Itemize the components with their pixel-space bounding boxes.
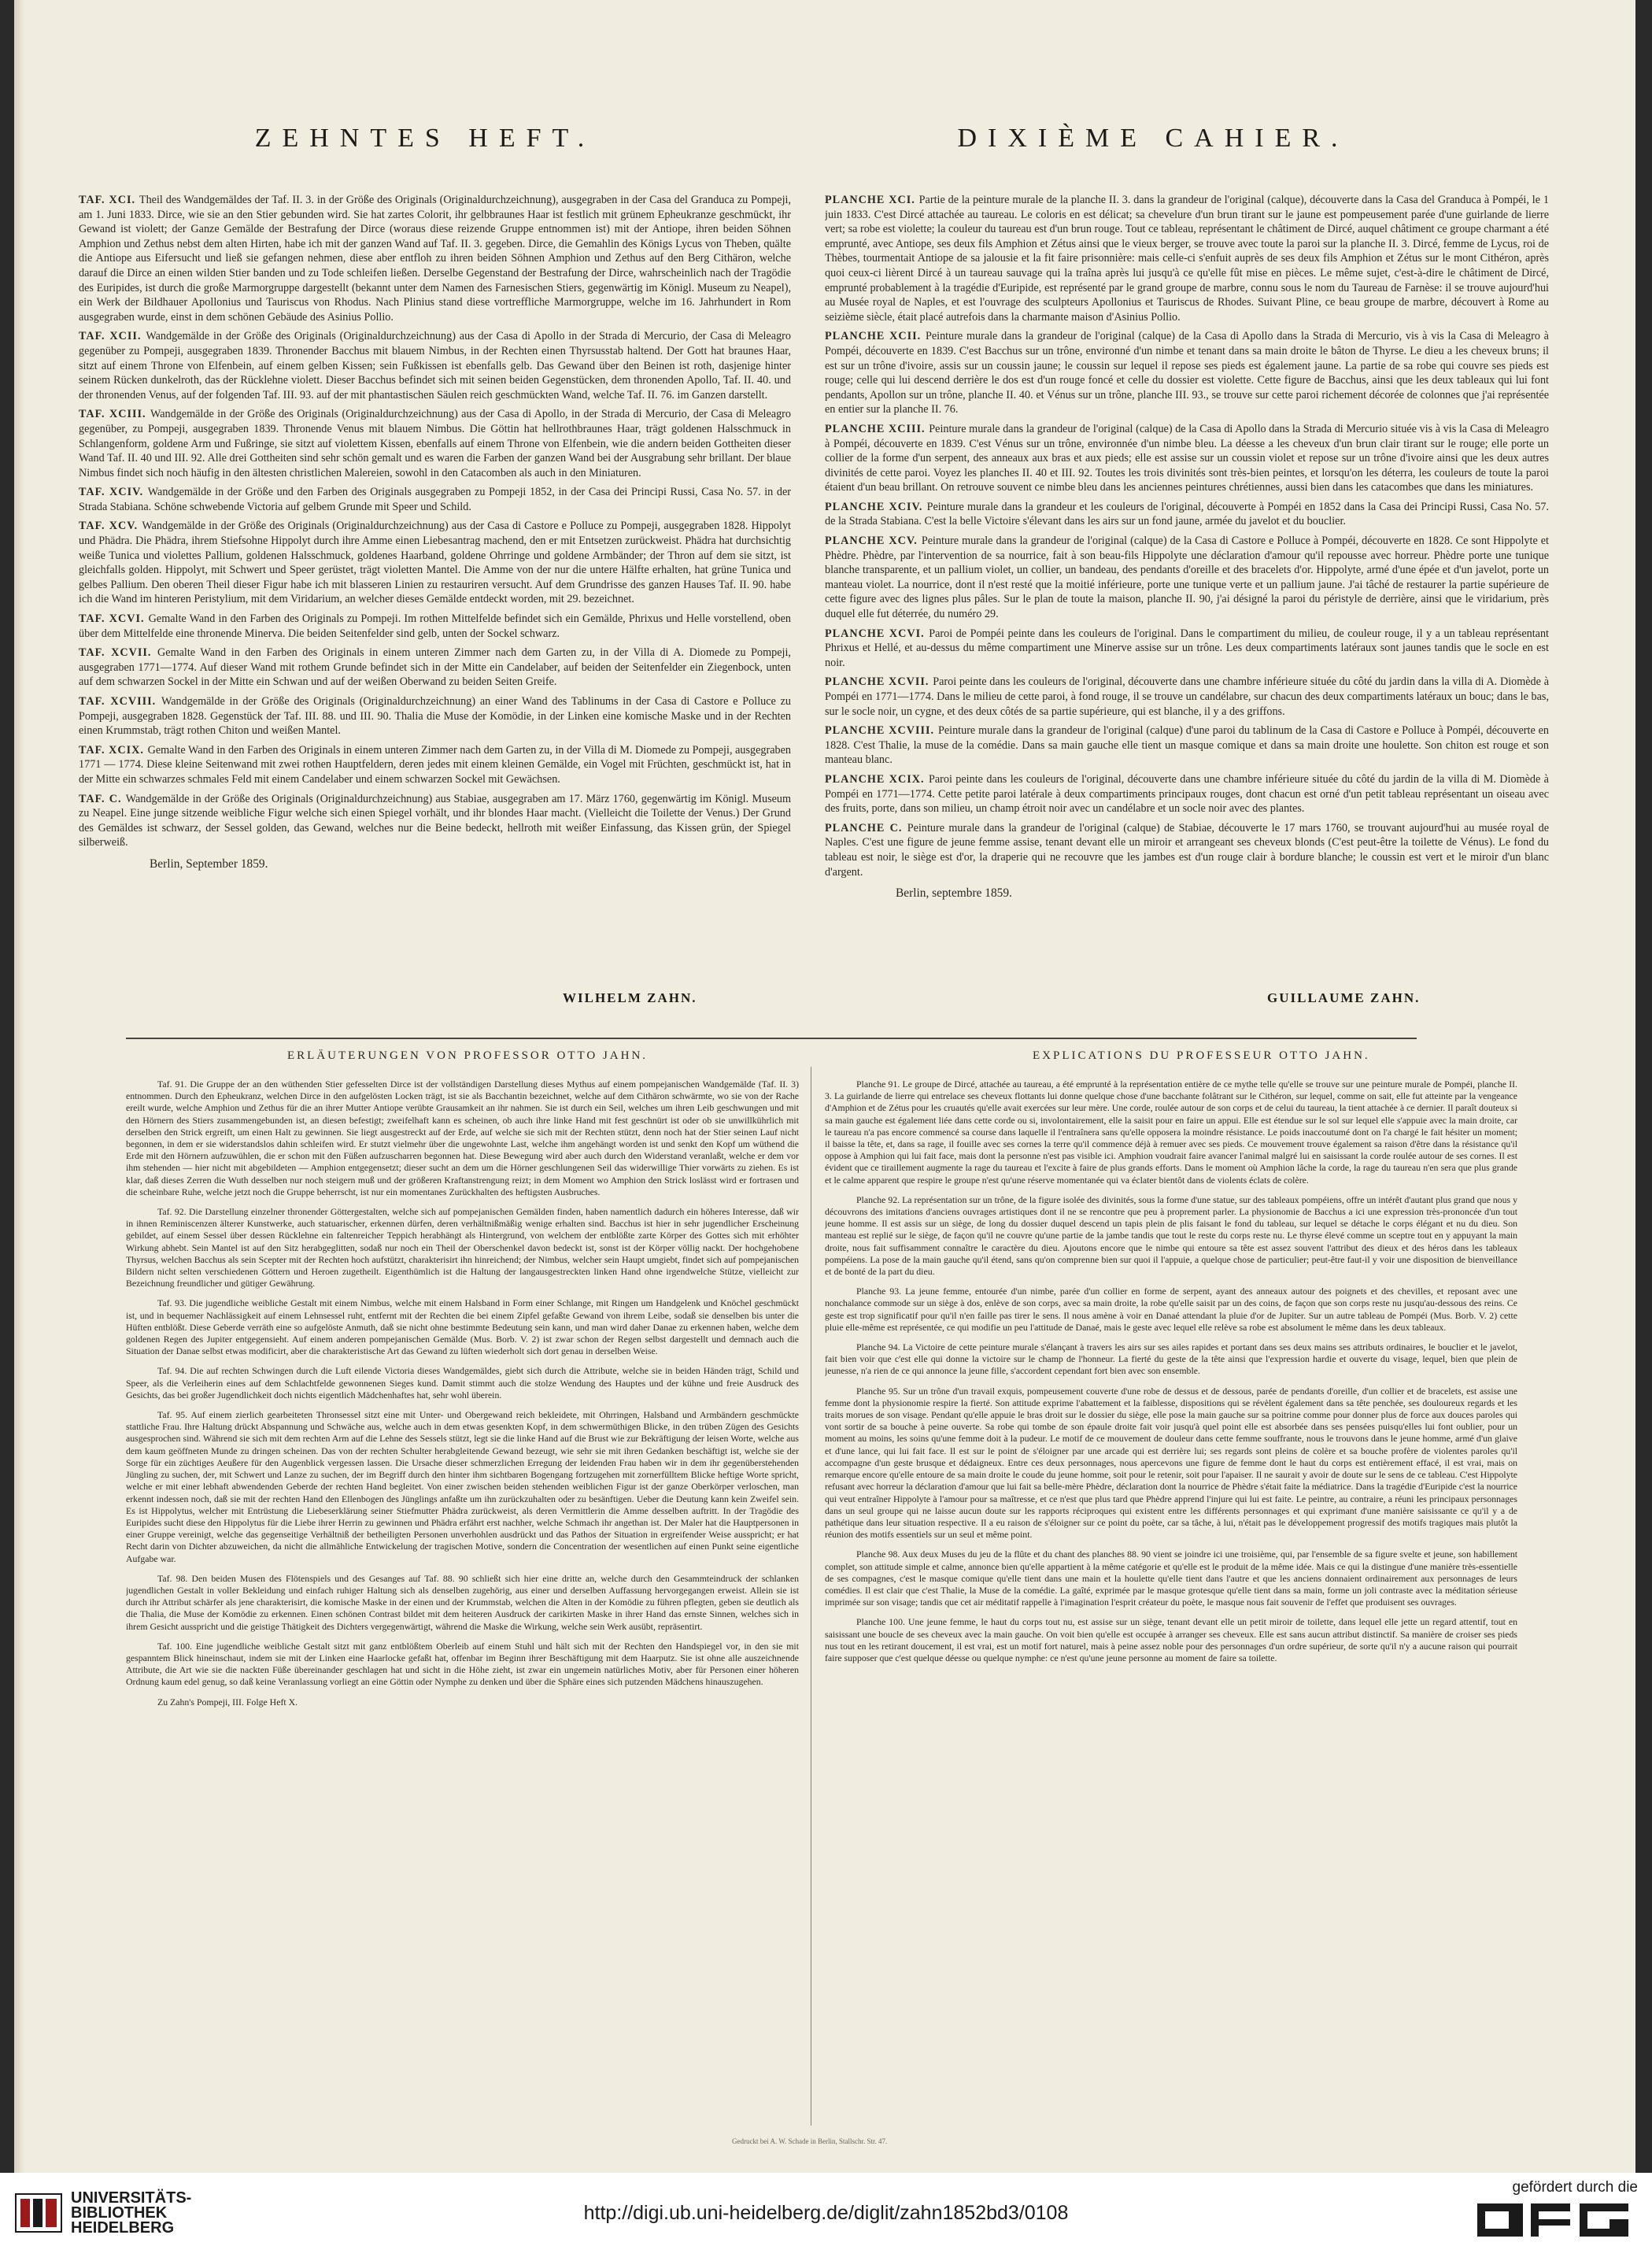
lower_left-paragraph: Taf. 91. Die Gruppe der an den wüthenden Stier gefesselten Dirce ist der vollständigen Darstellung dieses Mythus auf einem pompejanischen Wandgemälde (Taf. II. 3) entnommen. Durch den Epheukranz, welchen Dirce in den aufgelösten Locken trägt, ist sie als Bacchantin bezeichnet, welche auf dem Cithäron schwärmte, wo sie von der Rache ereilt wurde, welche Amphion und Zethus für die an ihrer Mutter Antiope verübte Grausamkeit an ihr nahmen. Sie ist durch ein Seil, welches um ihren Leib geschwungen und mit den Hörnern des Stiers zusammengebunden ist, an diesen befestigt; zweifelhaft kann es scheinen, ob auch ihre linke Hand mit fest geschnürt ist oder ob sie unwillkührlich mit derselben den Strick ergreift, um einen Halt zu gewinnen. Sie liegt ausgestreckt auf der Erde, auf welche sie sich mit der Rechten stützt, denn noch hat der Stier seinen Lauf nicht begonnen, in dem er sie widerstandslos dahin schleifen wird. Er stutzt vielmehr über die ungewohnte Last, welche ihm angehängt worden ist und senkt den Kopf um wüthend die Erde mit den Hörnern aufzuwühlen, die er schon mit den Füßen aufzuscharren begonnen hat. Diese Bewegung wird aber auch durch den Widerstand veranlaßt, welche er dem vor ihm stehenden — hier nicht mit abgebildeten — Amphion entgegensetzt; dieser sucht an dem um die Hörner geschlungenen Seil das widerwillige Thier vorwärts zu ziehen. Es ist klar, daß dieses Zerren die Wuth desselben nur noch steigern muß und der größeren Kraftanstrengung reizt; in dem Moment wo Amphion den Strick loslässt wird er fortrasen und die scheinbare Ruhe, welche jetzt noch die Gruppe beherrscht, ist nur ein momentanes Zurückhalten des heftigsten Ausbruches.	[126, 1079, 799, 1197]
lower_right-paragraph: Planche 95. Sur un trône d'un travail exquis, pompeusement couverte d'une robe de dessus et de dessous, parée de pendants d'oreille, d'un collier et de bracelets, est assise une femme dont la physionomie respire la fierté. Son attitude exprime l'abattement et la faiblesse, dispositions qui se révèlent également dans sa tête penchée, ses douloureux regards et les traits morues de son visage. Pendant qu'elle appuie le bras droit sur le dossier du siège, elle pose la main gauche sur sa poitrine comme pour donner plus de force aux douces paroles qui vont sortir de sa bouche à peine ouverte. Sa robe qui tombe de son épaule droite fait voir jusqu'à quel point elle est absorbée dans ses pensées puisqu'elles lui font oublier, pour un moment au moins, les soins qu'une femme doit à la pudeur. Le motif de ce mouvement de douleur dans cette femme souffrante, nous le trouvons dans le jeune homme, armé d'un glaive et d'une lance, qui lui fait face. Il est sur le point de s'éloigner par une arcade qui est derrière lui; ses regards sont pleins de colère et sa bouche profère de violentes paroles qu'il accompagne d'un geste brusque et dédaigneux. Entre ces deux personnages, nous apercevons une figure de femme dont le haut du corps est entièrement effacé, il est vrai, mais on remarque encore qu'elle entoure de sa main droite le coude du jeune homme, soit pour le retenir, soit pour l'apaiser. Il ne saurait y avoir de doute sur le sens de ce tableau. C'est Hippolyte refusant avec horreur la déclaration d'amour que lui fait sa belle-mère Phèdre, déclaration dont la nourrice de Phèdre s'était faite la médiatrice. Dans la tragédie d'Euripide c'est la nourrice qui veut entraîner Hippolyte à l'amour pour sa maîtresse, et ce n'est que plus tard que Phèdre apprend l'injure qui lui est faite. Le peintre, au contraire, a réuni les principaux personnages dans un seul groupe qui ne laisse aucun doute sur les rapports réciproques qui existent entre les différents personnages et qui exprimant d'une manière saisissante ce qu'il y a de pathétique dans leur situation respective. Il a eu raison de s'éloigner sur ce point du poète, car sa tâche, à lui, n'était pas le développement progressif des motifs tragiques mais plutôt la réunion des motifs essentiels sur un seul et même point.	[825, 1385, 1517, 1541]
plate-text: Paroi peinte dans les couleurs de l'original, découverte dans une chambre inférieure située du côté du jardin de la villa di M. Diomède à Pompéi en 1771—1774. Cette petite paroi latérale à deux compartiments principaux rouges, dont chacun est orné d'un petit tableau représentant un oiseau avec des fruits, porte, dans son milieu, un champ étroit noir avec un candélabre et un socle noir avec des plantes.	[825, 772, 1549, 816]
library-name: UNIVERSITÄTS- BIBLIOTHEK HEIDELBERG	[71, 2189, 192, 2237]
plate-label: TAF. C.	[79, 792, 126, 805]
plate-label: TAF. XCVI.	[79, 612, 149, 626]
right-plate-column	[825, 193, 1549, 1000]
plate-label: PLANCHE C.	[825, 821, 907, 834]
left-plate-paragraph	[79, 612, 791, 641]
right-plate-paragraph	[825, 772, 1549, 816]
right-plate-paragraph	[825, 193, 1549, 324]
plate-label: PLANCHE XCVI.	[825, 627, 929, 640]
left-place-date: Berlin, September 1859.	[150, 857, 268, 871]
plate-label: TAF. XCIV.	[79, 486, 148, 499]
funded-by-label: gefördert durch die	[1512, 2179, 1638, 2196]
lower_left-paragraph: Taf. 93. Die jugendliche weibliche Gestalt mit einem Nimbus, welche mit einem Halsband in Form einer Schlange, mit Ringen um Handgelenk und Knöchel geschmückt ist, und in bequemer Nachlässigkeit auf einem Lehnsessel ruht, entfernt mit der Rechten die bei einem Zipfel gefaßte Gewand von ihrem Leibe, sodaß sie denselben bis unter die Hüften entblößt. Diese Geberde verräth eine so aufgelöste Anmuth, daß sie nicht ohne bestimmte Bedeutung sein kann, und man wird daher Danae zu erkennen haben, welche dem goldenen Regen des Jupiter entgegensieht. Auf einem anderen pompejanischen Gemälde (Mus. Borb. V. 2) ist zwar schon der Regen selbst dargestellt und demnach auch die Situation der Danae selbst etwas modificirt, aber die charakteristische Art das Gewand zu lüften wiederholt sich dort genau in derselben Weise.	[126, 1297, 799, 1357]
plate-text: Peinture murale dans la grandeur de l'original (calque) de Stabiae, découverte le 17 mars 1760, se trouvant aujourd'hui au musée royal de Naples. C'est une figure de jeune femme assise, tenant devant elle un miroir et arrangeant ses cheveux blonds (C'est peut-être la toilette de Vénus). Le fond du tableau est noir, le siège est d'or, la draperie qui ne recouvre que les jambes est d'un rouge clair à bordure blanche; le coussin est vert et le miroir d'un blanc d'argent.	[825, 821, 1549, 879]
plate-label: PLANCHE XCVIII.	[825, 724, 938, 738]
section-divider	[126, 1038, 1417, 1039]
plate-text: Partie de la peinture murale de la planche II. 3. dans la grandeur de l'original (calque), découverte dans la Casa del Granduca à Pompéi, le 1 juin 1833. C'est Dircé attachée au taureau. Le coloris en est délicat; sa chevelure d'un brun tirant sur le jaune est pompeusement parée d'une guirlande de lierre vert; sa robe est violette; la couleur du taureau est d'un brun rouge. Tout ce tableau, représentant le châtiment de Dircé, auquel châtiment ce groupe charmant a été emprunté, avec Antiope, ses deux fils Amphion et Zétus ainsi que le vieux berger, se trouve avec toute la paroi sur la planche II. 3. Dircé, femme de Lycus, roi de Thèbes, tourmentait Antiope de sa jalousie et la fit faire prisonnière: mais celle-ci s'enfuit auprès de ses deux fils Amphion et Zétus sur le mont Cithéron, après quoi ceux-ci lièrent Dircé à un taureau sauvage qui la traîna après lui jusqu'à ce qu'elle fût mise en pièces. Le même sujet, c'est-à-dire le châtiment de Dircé, emprunté probablement à la tragédie d'Euripide, est représenté par le grand groupe de marbre, connu sous le nom du Taureau de Farnèse: il se trouve aujourd'hui au Musée royal de Naples, et est l'ouvrage des sculpteurs Apollonius et Tauriscus de Rhodes. Suivant Pline, ce beau groupe de marbre, découvert à Rome au seizième siècle, était placé autrefois dans la charmante maison d'Asinius Pollio.	[825, 194, 1549, 324]
right-plate-paragraph	[825, 329, 1549, 417]
right-signature: GUILLAUME ZAHN.	[1267, 990, 1421, 1005]
printer-line: Gedruckt bei A. W. Schade in Berlin, Stallschr. Str. 47.	[732, 2137, 888, 2145]
plate-label: TAF. XCIII.	[79, 408, 150, 421]
plate-label: TAF. XCI.	[79, 194, 139, 206]
page-url[interactable]: http://digi.ub.uni-heidelberg.de/diglit/zahn1852bd3/0108	[583, 2202, 1069, 2224]
right-plate-paragraph	[825, 821, 1549, 879]
plate-text: Wandgemälde in der Größe des Originals (Originaldurchzeichnung) aus der Casa di Castore e Polluce zu Pompeji, ausgegraben 1828. Hippolyt und Phädra. Die Phädra, ihrem Stiefsohne Hippolyt durch ihre Amme einen Liebesantrag machend, den er mit Entsetzen zurückweist. Phädra hat durchsichtig weiße Tunica und violettes Pallium, goldenen Halsschmuck, goldenes Haarband, goldene Ohrringe und goldene Armbänder; der Thron auf dem sie sitzt, ist gleichfalls golden. Hippolyt, mit Schwert und Speer gerüstet, trägt violetten Mantel. Die Amme von der nur die untere Hälfte erhalten, hat grüne Tunica und gelbes Pallium. Den oberen Theil dieser Figur habe ich mit blasseren Linien zu restauriren versucht. Auf dem Grundrisse des ganzen Hauses Taf. II. 90. habe ich die Wand im hinteren Peristylium, mit dem Viridarium, an welcher dieses Gemälde entdeckt worden, mit 29. bezeichnet.	[79, 520, 791, 606]
plate-text: Peinture murale dans la grandeur de l'original (calque) de la Casa di Castore e Polluce à Pompéi, découverte en 1828. Ce sont Hippolyte et Phèdre. Phèdre, par l'intervention de sa nourrice, fait à son beau-fils Hippolyte une déclaration d'amour qu'il repousse avec horreur. Phèdre porte une tunique blanche transparente, et un pallium violet, un collier, un bandeau, des pendants d'oreille et des bracelets d'or. Hippolyte, armé d'une épée et d'un javelot, porte un manteau violet. La nourrice, dont il n'est resté que la moitié inférieure, porte une tunique verte et un pallium jaune. J'ai tâché de restaurer la partie supérieure de cette figure avec des lignes plus pâles. Sur le plan de toute la maison, planche II. 90, j'ai désigné la paroi du péristyle de derrière, ainsi que le viridarium, près duquel elle fut déterrée, du numéro 29.	[825, 535, 1549, 621]
lower-left-column	[126, 1079, 799, 2118]
lower_right-paragraph: Planche 91. Le groupe de Dircé, attachée au taureau, a été emprunté à la représentation entière de ce mythe telle qu'elle se trouve sur une peinture murale de Pompéi, planche II. 3. La guirlande de lierre qui entrelace ses cheveux flottants lui donne quelque chose d'une bacchante folâtrant sur le Cithéron, sur lequel, comme on sait, elle fut atteinte par la vengeance d'Amphion et de Zétus pour les cruautés qu'elle avait exercées sur leur mère. Une corde, roulée autour de son corps et de celui du taureau, la tient attachée à ce dernier. Il paraît douteux si sa main gauche est également liée dans cette corde ou si, involontairement, elle la saisit pour en faire un appui. Elle est étendue sur le sol sur lequel elle s'appuie avec la main droite, car le taureau n'a pas encore commencé sa course dans laquelle il l'entraînera sans qu'elle opposera la moindre résistance. Le poids inaccoutumé dont on l'a chargé le fait hésiter un moment; il baisse la tête, et, dans sa rage, il fouille avec ses cornes la terre qu'il commence déjà à remuer avec ses pieds. Ce mouvement trouve également sa raison d'être dans la résistance qu'il oppose à Amphion qui lui fait face, mais dont la personne n'est pas visible ici. Amphion voudrait faire avancer l'animal malgré lui en saisissant la corde roulée autour de ses cornes. Il est évident que ce tiraillement augmente la rage du taureau et l'excite à faire de plus grands efforts. Dans le moment où Amphion lâche la corde, la rage du taureau n'en sera que plus grande et le calme apparent que respire le groupe n'est qu'une réserve momentanée qui va éclater bientôt dans de violents éclats de colère.	[825, 1079, 1517, 1186]
plate-label: TAF. XCVII.	[79, 646, 158, 660]
lower_right-paragraph: Planche 92. La représentation sur un trône, de la figure isolée des divinités, sous la forme d'une statue, sur des tableaux pompéiens, offre un intérêt d'autant plus grand que nous y découvrons des imitations d'anciens ouvrages artistiques dont il ne se rencontre que peu à proprement parler. La physionomie de Bacchus a ici une expression très-prononcée d'un tout jeune homme. Il est assis sur un siège, de long du dossier duquel descend un tapis plein de plis faisant le fond du tableau, sur lequel se détache le corps élégant et nu du dieu. Son manteau est replié sur le siège, de façon qu'il ne couvre qu'une partie de la jambe tandis que tout le reste du corps reste nu. Le thyrse élevé comme un sceptre tout en y appuyant la main droite, nous fait suffisamment connaître le caractère du dieu. Ajoutons encore que le nimbe qui entoure sa tête est assez souvent l'attribut des dieux et des héros dans les tableaux pompéiens. La pose de la main gauche qu'il étend, sans qu'on comprenne bien sur quoi il l'appuie, a quelque chose de particulier; peut-être faut-il y voir une disposition de bienveillance et de bonté de la part du dieu.	[825, 1193, 1517, 1278]
plate-label: PLANCHE XCIV.	[825, 500, 927, 513]
plate-label: TAF. XCII.	[79, 330, 146, 343]
left-plate-paragraph	[79, 193, 791, 324]
plate-label: PLANCHE XCV.	[825, 535, 922, 548]
plate-text: Paroi de Pompéi peinte dans les couleurs de l'original. Dans le compartiment du milieu, de couleur rouge, il y a un tableau représentant Phrixus et Hellé, et au-dessus du même compartiment une Minerve assise sur un trône. Les deux compartiments latéraux sont jaunes tandis que le socle en est noir.	[825, 627, 1549, 669]
lower_right-paragraph: Planche 98. Aux deux Muses du jeu de la flûte et du chant des planches 88. 90 vient se joindre ici une troisième, qui, par l'ensemble de sa figure svelte et jeune, son habillement complet, son attitude simple et calme, annonce bien qu'elle appartient à la même catégorie et qu'elle est le produit de la même idée. Mais ce qui la distingue d'une manière très-essentielle de ses compagnes, c'est le masque comique qu'elle tient dans une main et la houlette qu'elle tient dans l'autre et que les anciens donnaient ordinairement aux personnages de leurs comédies. Il est clair que c'est Thalie, la Muse de la comédie. La gaîté, exprimée par le masque grotesque qu'elle tient dans sa main, forme un joli contraste avec la méditation sérieuse imprimée sur son visage; tandis que cet air méditatif rappelle à l'imagination l'esprit créateur du poète, le masque nous fait souvenir de l'effet que produisent ses ouvrages.	[825, 1549, 1517, 1608]
left-plate-paragraph	[79, 743, 791, 787]
lower_right-paragraph: Planche 94. La Victoire de cette peinture murale s'élançant à travers les airs sur ses ailes rapides et portant dans ses deux mains ses attributs ordinaires, le bouclier et le javelot, fait bien voir que c'est elle qui donne la victoire sur le champ de l'honneur. La fierté du geste de la tête ainsi que l'expression hardie et ouverte du visage, lequel, bien que plein de jeunesse, n'a rien de ce qui annonce la jeune fille, s'accordent cependant fort bien avec son ensemble.	[825, 1341, 1517, 1377]
lower_left-paragraph: Taf. 92. Die Darstellung einzelner thronender Göttergestalten, welche sich auf pompejanischen Gemälden finden, haben namentlich dadurch ein höheres Interesse, daß wir in ihnen Reminiscenzen älterer Kunstwerke, auch statuarischer, erkennen dürfen, deren verhältnißmäßig wenige erhalten sind. Bacchus ist hier in sehr jugendlicher Erscheinung gebildet, auf einem Sessel über dessen Rücklehne ein faltenreicher Teppich herabhängt als Hintergrund, von welchem der entblößte zarte Körper des Gottes sich mit erhöhter Wirkung abhebt. Sein Mantel ist auf den Sitz herabgeglitten, sodaß nur noch ein Theil der Oberschenkel davon bedeckt ist, sonst ist der Körper völlig nackt. Der hochgehobene Thyrsus, welchen Bacchus als sein Scepter mit der Rechten hoch aufstützt, charakterisirt ihn hinreichend; der Nimbus, welcher sein Haupt umgiebt, findet sich auf pompejanischen Bildern nicht selten verschiedenen Göttern und Heroen zugetheilt. Eigenthümlich ist die Haltung der langausgestreckten linken Hand ohne irgendwelche Stütze, vielleicht zur Bezeichnung freundlicher und gütiger Gewährung.	[126, 1206, 799, 1290]
plate-text: Gemalte Wand in den Farben des Originals in einem unteren Zimmer nach dem Garten zu, in der Villa di A. Diomede zu Pompeji, ausgegraben 1771—1774. Auf dieser Wand mit rothem Grunde befindet sich in der Mitte ein Candelaber, auf beiden der Seitenfelder ein Ziegenbock, unten auf dem schwarzen Sockel in der Mitte ein Schwan und auf der weißen Oberwand zu beiden Seiten Greife.	[79, 646, 791, 689]
right-plate-paragraph	[825, 723, 1549, 768]
right-heading: DIXIÈME CAHIER.	[957, 124, 1349, 153]
left-signature: WILHELM ZAHN.	[563, 990, 697, 1005]
right-plate-paragraph	[825, 534, 1549, 622]
plate-label: PLANCHE XCIII.	[825, 422, 929, 435]
page-edge-shadow	[14, 0, 25, 2173]
left-plate-paragraph	[79, 519, 791, 607]
left-heading: ZEHNTES HEFT.	[254, 124, 596, 153]
plate-text: Peinture murale dans la grandeur de l'original (calque) de la Casa di Apollo dans la Strada di Mercurio située vis à vis la Casa di Meleagro à Pompéi, découverte en 1839. C'est Vénus sur un trône, environnée d'un nimbe bleu. La déesse a les cheveux d'un brun clair tirant sur le rouge; elle porte un collier de la forme d'un serpent, des anneaux aux bras et aux pieds; elle est assise sur un coussin violet et repose sur un trône d'ivoire ainsi que les deux autres divinités de cette paroi. Voyez les planches II. 40 et III. 92. Toutes les trois divinités sont très-bien peintes, et lorsqu'on les déterra, les couleurs de toute la paroi étaient d'un beau brillant. On retrouve souvent ce nimbe bleu dans les anciennes peintures chrétiennes, aussi bien dans les catacombes que dans les miniatures.	[825, 422, 1549, 494]
left-plate-paragraph	[79, 694, 791, 738]
plate-label: PLANCHE XCIX.	[825, 772, 929, 786]
lower-right-column	[825, 1079, 1517, 2118]
plate-text: Paroi peinte dans les couleurs de l'original, découverte dans une chambre inférieure située du côté du jardin dans la villa di A. Diomède à Pompéi en 1771—1774. Dans le milieu de cette paroi, à fond rouge, il se trouve un candélabre, sur chacun des deux compartiments latéraux un bouc; dans le bas, sur le socle noir, un cygne, et des deux côtés de sa partie supérieure, qui est blanche, il y a des griffons.	[825, 675, 1549, 718]
left-plate-paragraph	[79, 329, 791, 402]
left-plate-paragraph	[79, 407, 791, 480]
left-plate-column	[79, 193, 791, 1031]
left-plate-paragraph	[79, 485, 791, 514]
left-plate-paragraph	[79, 792, 791, 850]
lower-left-subheading: ERLÄUTERUNGEN VON PROFESSOR OTTO JAHN.	[287, 1049, 649, 1062]
plate-text: Gemalte Wand in den Farben des Originals in einem unteren Zimmer nach dem Garten zu, in der Villa di M. Diomede zu Pompeji, ausgegraben 1771 — 1774. Diese kleine Seitenwand mit zwei rothen Hauptfeldern, deren jedes mit einem kleinen Gemälde, ein Vogel mit Früchten, geschmückt ist, hat in der Mitte ein schwarzes schmales Feld mit einem Candelaber und einem schwarzen Sockel mit Gewächsen.	[79, 743, 791, 786]
plate-label: PLANCHE XCI.	[825, 194, 919, 206]
right-place-date: Berlin, septembre 1859.	[896, 886, 1012, 901]
plate-label: TAF. XCVIII.	[79, 695, 161, 708]
plate-text: Wandgemälde in der Größe des Originals (Originaldurchzeichnung) aus der Casa di Apollo in der Strada di Mercurio, der Casa di Meleagro gegenüber zu Pompeji, ausgegraben 1839. Thronender Bacchus mit blauem Nimbus, in der Rechten einen Thyrsusstab haltend. Der Gott hat braunes Haar, sitzt auf einem Throne von Elfenbein, auf einem gelben Kissen; sein Fußkissen ist ebenfalls gelb. Das Gewand über den Beinen ist roth, dasjenige hinter seinem Rücken dunkelroth, das der Rücklehne violett. Dieser Bacchus befindet sich mit seinen beiden Gegenstücken, dem thronenden Apollo, Taf. II. 40. und der thronenden Venus, auf der folgenden Taf. III. 93. auf der mit phantastischen Säulen reich geschmückten Wand, welche Taf. II. 76. im Ganzen darstellt.	[79, 330, 791, 401]
plate-label: PLANCHE XCVII.	[825, 675, 933, 689]
plate-label: PLANCHE XCII.	[825, 330, 926, 343]
plate-text: Gemalte Wand in den Farben des Originals zu Pompeji. Im rothen Mittelfelde befindet sich ein Gemälde, Phrixus und Helle vorstellend, oben über dem Mittelfelde eine thronende Minerva. Die beiden Seitenfelder sind gelb, unten der Sockel schwarz.	[79, 612, 791, 640]
plate-text: Theil des Wandgemäldes der Taf. II. 3. in der Größe des Originals (Originaldurchzeichnung), ausgegraben in der Casa del Granduca zu Pompeji, am 1. Juni 1833. Dirce, wie sie an den Stier gebunden wird. Sie hat zartes Colorit, ihr gelbbraunes Haar ist festlich mit grünem Epheukranze geschmückt, ihr Gewand ist violett; der Ganze Gemälde der Bestrafung der Dirce (woraus diese reizende Gruppe entnommen ist) mit der Antiope, ihren beiden Söhnen Amphion und Zethus nebst dem alten Hirten, habe ich mit der ganzen Wand auf Taf. II. 3. gegeben. Dirce, die Gemahlin des Königs Lycus von Theben, quälte die Antiope aus Eifersucht und ließ sie gefangen nehmen, diese aber entfloh zu ihren beiden Söhnen Amphion und Zethus auf den Berg Cithäron, welche darauf die Dirce an einen wilden Stier banden und zu Tode schleifen ließen. Derselbe Gegenstand der Bestrafung der Dirce, wahrscheinlich nach der Tragödie des Euripides, ist durch die große Marmorgruppe dargestellt (bekannt unter dem Namen des Farnesischen Stiers, gegenwärtig im Königl. Museum zu Neapel), ein Werk der Bildhauer Apollonius und Tauriscus von Rhodus. Nach Plinius stand diese vortreffliche Marmorgruppe, welche im 16. Jahrhundert in Rom ausgegraben wurde, einst in dem schönen Gebäude des Asinius Pollio.	[79, 194, 791, 324]
lower_left-paragraph: Taf. 100. Eine jugendliche weibliche Gestalt sitzt mit ganz entblößtem Oberleib auf einem Stuhl und hält sich mit der Rechten den Handspiegel vor, in den sie mit gespanntem Blick hineinschaut, indem sie mit der Linken eine Haarlocke gefaßt hat, offenbar im Beginn ihrer Beschäftigung mit dem Haarputz. Sie ist ohne alle auszeichnende Attribute, die Art wie sie die nackten Füße übereinander geschlagen hat und sicht in die Höhe zieht, ist zwar ein ungemein natürliches Motiv, aber für Personen einer höheren Ordnung kaum edel genug, so daß keine Veranlassung vorliegt an eine Göttin oder Nymphe zu denken und über die Sphäre eines sich putzenden Mädchens hinauszugehen.	[126, 1640, 799, 1688]
plate-text: Wandgemälde in der Größe des Originals (Originaldurchzeichnung) aus Stabiae, ausgegraben am 17. März 1760, gegenwärtig im Königl. Museum zu Neapel. Eine junge sitzende weibliche Figur welche sich einen Spiegel vorhält, und ihr blondes Haar macht. (Vielleicht die Toilette der Venus.) Der Grund des Gemäldes ist schwarz, der Sessel golden, das Gewand, welches nur die Beine bedeckt, hellroth mit weißer Einfassung, das Kissen grün, der Spiegel silberweiß.	[79, 792, 791, 849]
left-plate-paragraph	[79, 646, 791, 690]
plate-text: Peinture murale dans la grandeur de l'original (calque) d'une paroi du tablinum de la Casa di Castore e Polluce à Pompéi, découverte en 1828. C'est Thalie, la muse de la comédie. Dans sa main gauche elle tient un masque comique et dans sa main droite une houlette. Son chiton est rouge et son manteau blanc.	[825, 724, 1549, 767]
lower_right-paragraph: Planche 100. Une jeune femme, le haut du corps tout nu, est assise sur un siège, tenant devant elle un petit miroir de toilette, dans lequel elle jette un regard attentif, tout en saisissant une boucle de ses cheveux avec la main gauche. On voit bien qu'elle est occupée à arranger ses cheveux. Elle est sans aucun attribut distinctif. Sa manière de croiser ses pieds nus tout en les retirant doucement, il est vrai, est un motif fort naturel, mais à peine assez noble pour des personnages d'un ordre supérieur, de sorte qu'il n'y a aucune raison qui pourrait faire supposer que c'est quelque déesse ou quelque nymphe: ce n'est qu'une jeune personne au moment de faire sa toilette.	[825, 1616, 1517, 1663]
right-plate-paragraph	[825, 675, 1549, 719]
plate-text: Wandgemälde in der Größe des Originals (Originaldurchzeichnung) an einer Wand des Tablinums in der Casa di Castore e Polluce zu Pompeji, ausgegraben 1828. Gegenstück der Taf. III. 88. und III. 90. Thalia die Muse der Komödie, in der Linken eine komische Maske und in der Rechten einen Krummstab, trägt rothen Chiton und weißen Mantel.	[79, 695, 791, 738]
lower_left-paragraph: Taf. 95. Auf einem zierlich gearbeiteten Thronsessel sitzt eine mit Unter- und Obergewand reich bekleidete, mit Ohrringen, Halsband und Armbändern geschmückte stattliche Frau. Ihre Haltung drückt Abspannung und Schwäche aus, welche auch in dem etwas gesenkten Kopf, in dem schwermüthigen Blicke, in den trüben Zügen des Gesichts ausgesprochen sind. Während sie sich mit dem rechten Arm auf die Lehne des Sessels stützt, legt sie die linke Hand auf die Brust wie zur Bekräftigung der leisen Worte, welche aus dem kaum geöffneten Munde zu dringen scheinen. Das von der rechten Schulter herabgleitende Gewand bezeugt, wie sehr sie mit ihren Gedanken beschäftigt ist, welche sie der Sorge für ein züchtiges Aeußere für den Augenblick vergessen lassen. Die Ursache dieser schmerzlichen Erregung der leidenden Frau haben wir in dem ihr gegenüberstehenden Jüngling zu suchen, der, mit Schwert und Lanze zu suchen, der im Begriff durch den hinter ihm sichtbaren Bogengang fortzugehen mit zornerfülltem Blicke heftige Worte spricht, welche er mit einer lebhaft abwendenden Geberde der rechten Hand begleitet. Von einer zwischen beiden stehenden weiblichen Figur ist der ganze Oberkörper verloschen, man erkennt indessen noch, daß sie mit der rechten Hand den Ellenbogen des Jünglings anfaßte um ihn zurückzuhalten oder zu besänftigen. Ueber die Deutung kann kein Zweifel sein. Es ist Hippolytus, welcher mit Entrüstung die Liebeserklärung seiner Stiefmutter Phädra zurückweist, als deren Vermittlerin die Amme desselben auftritt. In der Tragödie des Euripides sucht diese den Hippolytus für die Liebe ihrer Herrin zu gewinnen und Phädra erfährt erst nachher, welche Schmach ihr angethan ist. Der Maler hat die Hauptpersonen in einer Gruppe vereinigt, welche das gegenseitige Verhältniß der betheiligten Personen unverhohlen ausdrückt und das Pathos der Situation in ergreifender Weise ausspricht; er hat Recht darin von Dichter abzuweichen, da nicht die allmähliche Entwickelung der tragischen Motive, sondern die Concentration der wesentlichen auf einen Punkt seine eigentliche Aufgabe war.	[126, 1409, 799, 1564]
plate-text: Peinture murale dans la grandeur de l'original (calque) de la Casa di Apollo dans la Strada di Mercurio, vis à vis la Casa di Meleagro à Pompéi, découverte en 1839. C'est Bacchus sur un trône, environné d'un nimbe et tenant dans sa main droite le bâton de Thyrse. Le dieu a les cheveux bruns; il est sur un trône d'ivoire, assis sur un coussin jaune; le coussin sur lequel il repose ses pieds est également jaune. La partie de sa robe qui couvre ses pieds est rouge; celle qui lui descend derrière le dos est d'un rouge foncé et celle du dossier est violette. Cette figure de Bacchus, ainsi que les deux tableaux qui lui font pendants, Apollon sur un trône, planche II. 40. et Vénus sur un trône, planche III. 93., se trouve sur cette paroi richement décorée de colonnes que j'ai représentée en entier sur la planche II. 76.	[825, 330, 1549, 416]
plate-text: Wandgemälde in der Größe des Originals (Originaldurchzeichnung) aus der Casa di Apollo, in der Strada di Mercurio, der Casa di Meleagro gegenüber, zu Pompeji, ausgegraben 1839. Thronende Venus mit blauem Nimbus. Die Göttin hat hellrothbraunes Haar, trägt goldenen Halsschmuck in Schlangenform, goldene Arm und Fußringe, sie sitzt auf violettem Kissen, ebenfalls auf einem Throne von Elfenbein, wie die andern beiden Gottheiten dieser Wand Taf. II. 40 und III. 92. Alle drei Gottheiten sind sehr schön gemalt und es waren die Farben der ganzen Wand bei der Ausgrabung sehr brillant. Der blaue Nimbus findet sich noch häufig in den ältesten christlichen Malereien, sowohl in den Catacomben als auch in den Miniaturen.	[79, 408, 791, 479]
plate-label: TAF. XCIX.	[79, 743, 148, 757]
lower_left-paragraph: Taf. 94. Die auf rechten Schwingen durch die Luft eilende Victoria dieses Wandgemäldes, giebt sich durch die Attribute, welche sie in beiden Händen trägt, Schild und Speer, als die Verleiherin eines auf dem Schlachtfelde gewonnenen Sieges kund. Damit stimmt auch die stolze Wendung des Hauptes und der kühne und freie Ausdruck des Gesichts, das bei großer Jugendlichkeit doch nichts eigentlich Mädchenhaftes hat, sehr wohl überein.	[126, 1365, 799, 1401]
plate-text: Peinture murale dans la grandeur et les couleurs de l'original, découverte à Pompéi en 1852 dans la Casa dei Principi Russi, Casa No. 57. de la Strada Stabiana. C'est la belle Victoire s'élevant dans les airs sur un fond jaune, armée du javelot et du bouclier.	[825, 500, 1549, 528]
plate-text: Wandgemälde in der Größe und den Farben des Originals ausgegraben zu Pompeji 1852, in der Casa dei Principi Russi, Casa No. 57. in der Strada Stabiana. Schöne schwebende Victoria auf gelbem Grunde mit Speer und Schild.	[79, 486, 791, 513]
lower_left-paragraph: Zu Zahn's Pompeji, III. Folge Heft X.	[157, 1696, 298, 1708]
lower_right-paragraph: Planche 93. La jeune femme, entourée d'un nimbe, parée d'un collier en forme de serpent, ayant des anneaux autour des poignets et des chevilles, et reposant avec une nonchalance commode sur un siège à dos, enlève de son corps, avec sa main droite, la robe qu'elle saisit par un des coins, de façon que son corps reste nu jusqu'au-dessous des reins. Ce geste est trop significatif pour qu'il n'en faille pas tirer le sens. Il nous amène à voir en Danaé attendant la pluie d'or de Jupiter. Sur un autre tableau de Pompéi (Mus. Borb. V. 2) cette pluie elle-même est représentée, ce qui modifie un peu l'attitude de Danaé, mais le geste avec lequel elle relève sa robe est absolument le même dans les deux tableaux.	[825, 1286, 1517, 1333]
plate-label: TAF. XCV.	[79, 520, 142, 533]
right-plate-paragraph	[825, 500, 1549, 529]
dfg-logo-icon	[1477, 2200, 1635, 2240]
right-plate-paragraph	[825, 627, 1549, 671]
lower_left-paragraph: Taf. 98. Den beiden Musen des Flötenspiels und des Gesanges auf Taf. 88. 90 schließt sich hier eine dritte an, welche durch den Gesammteindruck der schlanken jugendlichen Gestalt in voller Bekleidung und einfach ruhiger Haltung sich als denselben zugehörig, aus einer und derselben Auffassung hervorgegangen erweist. Allein sie ist durch ihr Attribut schärfer als jene charakterisirt, die komische Maske in der einen und der Krummstab, welchen die Alten in der Komödie zu führen pflegten, geben sie deutlich als die Thalia, die Muse der Komödie zu erkennen. Einen schönen Contrast bildet mit dem heiteren Ausdruck der carikirten Maske in ihrer Hand das ernste Sinnen, welches sich in ihrem Gesicht ausspricht und die geistige Thätigkeit des Dichters vergegenwärtigt, während die Maske die Wirkung, welche sein Werk ausübt, repräsentirt.	[126, 1572, 799, 1632]
right-plate-paragraph	[825, 422, 1549, 495]
lower-right-subheading: EXPLICATIONS DU PROFESSEUR OTTO JAHN.	[1033, 1049, 1370, 1062]
